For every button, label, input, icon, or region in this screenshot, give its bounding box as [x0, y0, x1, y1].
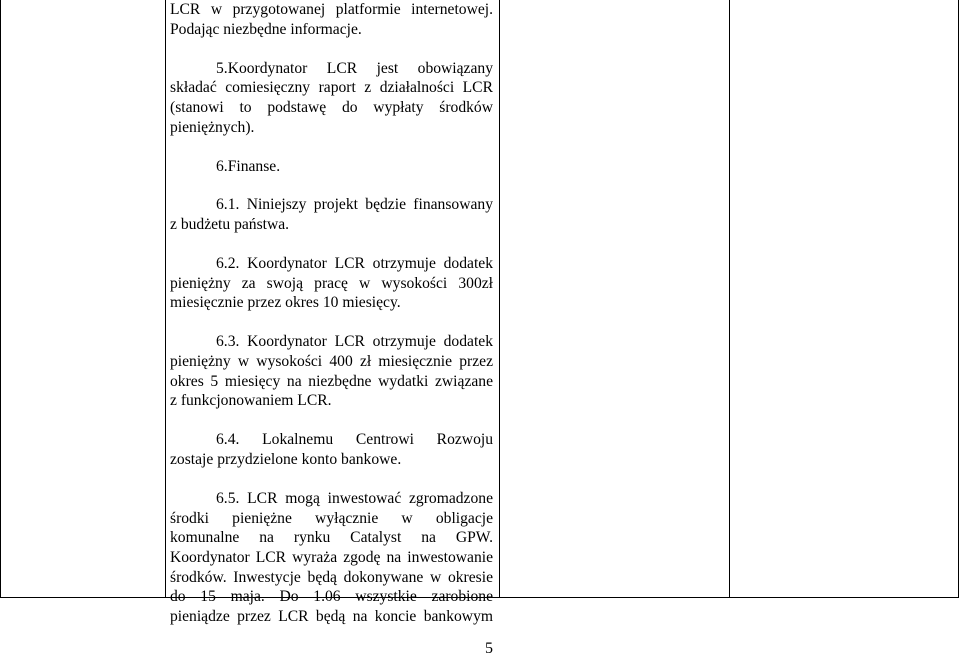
paragraph	[170, 157, 493, 177]
text-line: z funkcjonowaniem LCR.	[170, 392, 332, 410]
text-line: okres 5 miesięcy na niezbędne wydatki związane	[170, 372, 493, 390]
text-line: 6.3. Koordynator LCR otrzymuje dodatek	[216, 333, 493, 351]
text-line: pieniężnych).	[170, 118, 255, 136]
text-line: środki pieniężne wyłącznie w obligacje	[170, 509, 493, 527]
paragraph	[170, 332, 493, 411]
page-number: 5	[485, 640, 493, 657]
text-line: pieniądze przez LCR będą na koncie bankowym	[170, 608, 493, 626]
text-line: do 15 maja. Do 1.06 wszystkie zarobione	[170, 588, 493, 606]
text-line: pieniężny za swoją pracę w wysokości 300zł	[170, 274, 493, 292]
text-line: 6.Finanse.	[216, 157, 281, 175]
text-line: miesięcznie przez okres 10 miesięcy.	[170, 294, 401, 312]
text-line: Podając niezbędne informacje.	[170, 20, 362, 38]
table-border-right	[958, 0, 959, 598]
text-line: pieniężny w wysokości 400 zł miesięcznie przez	[170, 353, 493, 371]
paragraph	[170, 0, 493, 39]
text-line: zostaje przydzielone konto bankowe.	[170, 451, 402, 469]
table-border-col2	[499, 0, 500, 598]
text-line: 6.2. Koordynator LCR otrzymuje dodatek	[216, 255, 493, 273]
paragraph	[170, 489, 493, 627]
paragraph	[170, 195, 493, 234]
text-line: LCR w przygotowanej platformie internetowej.	[170, 1, 493, 18]
text-line: (stanowi to podstawę do wypłaty środków	[170, 99, 493, 116]
table-cell-description	[170, 0, 493, 627]
text-line: z budżetu państwa.	[170, 216, 290, 234]
text-line: Koordynator LCR wyraża zgodę na inwestowanie	[170, 549, 493, 567]
text-line: 6.5. LCR mogą inwestować zgromadzone	[216, 489, 493, 507]
text-line: 5.Koordynator LCR jest obowiązany	[216, 59, 493, 77]
paragraph	[170, 254, 493, 313]
table-border-col3	[729, 0, 730, 598]
text-line: komunalne na rynku Catalyst na GPW.	[170, 529, 493, 547]
paragraph	[170, 59, 493, 138]
text-line: 6.1. Niniejszy projekt będzie finansowany	[216, 196, 493, 214]
text-line: składać comiesięczny raport z działalności LCR	[170, 79, 493, 97]
text-line: 6.4. Lokalnemu Centrowi Rozwoju	[216, 431, 493, 449]
table-border-left	[0, 0, 1, 598]
text-line: środków. Inwestycje będą dokonywane w okresie	[170, 568, 493, 586]
paragraph	[170, 430, 493, 469]
table-border-col1	[165, 0, 166, 598]
